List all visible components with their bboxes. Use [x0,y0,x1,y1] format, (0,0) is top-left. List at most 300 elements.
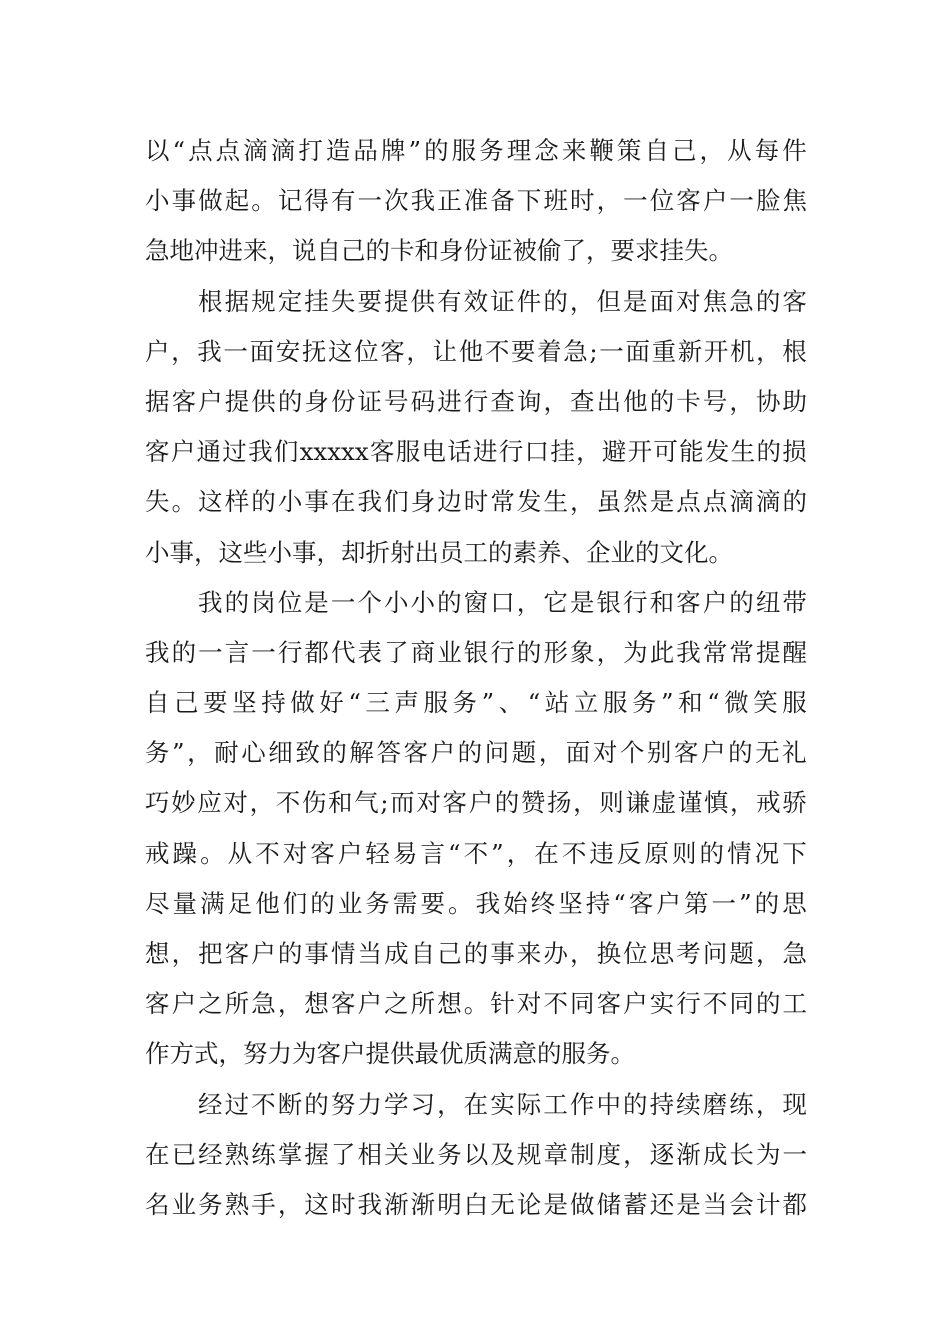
glyph: ， [623,1139,648,1169]
glyph: 不 [543,989,568,1019]
glyph: 不 [255,838,280,868]
glyph: 户 [198,386,223,416]
glyph: 失 [145,487,170,517]
glyph: 过 [224,1089,250,1119]
glyph: 客 [403,738,428,768]
glyph: 为 [755,1139,781,1169]
glyph: ” [491,838,504,868]
glyph: 量 [172,888,198,918]
glyph: 成 [702,1139,728,1169]
glyph: 着 [537,336,562,366]
glyph: 服 [451,136,477,165]
glyph: 滴 [270,136,296,165]
glyph: 一 [251,637,276,667]
glyph: 滴 [755,487,781,517]
glyph: 满 [200,888,225,918]
glyph: 手 [251,1189,276,1219]
glyph: 户 [701,738,726,768]
text-line [145,477,807,527]
glyph: 业 [410,1139,436,1169]
glyph: 出 [596,386,622,416]
glyph: 询 [516,386,542,416]
document-page [145,126,807,1230]
glyph: 计 [755,1189,781,1219]
glyph: 气 [354,788,379,818]
glyph: 位 [354,336,379,366]
glyph: 解 [349,738,374,768]
glyph: 安 [275,336,301,366]
glyph: 小 [277,487,303,517]
glyph: 一 [223,336,248,366]
glyph: 样 [224,487,250,517]
glyph: 足 [227,888,253,918]
glyph: 做 [198,186,223,216]
glyph: ， [573,788,598,818]
glyph: 形 [543,637,568,667]
text-line [145,226,807,276]
glyph: 证 [357,386,382,416]
glyph: 户 [170,437,196,467]
glyph: 无 [755,738,780,768]
glyph: 事 [304,939,329,968]
glyph: 业 [337,888,363,918]
glyph: 事 [304,487,329,517]
glyph: 的 [304,1089,329,1119]
glyph: 练 [251,1139,276,1169]
glyph: ， [755,939,781,968]
glyph: ， [277,1189,303,1219]
glyph: 滴 [729,487,754,517]
glyph: 这 [198,487,223,517]
glyph: 的 [729,587,754,617]
text-line [145,879,807,929]
glyph: 细 [268,738,293,768]
glyph: 实 [649,989,675,1019]
glyph: 他 [255,888,280,918]
glyph: 一 [599,336,624,366]
glyph: “ [448,838,461,868]
glyph: 客 [145,437,170,467]
glyph: 想 [437,989,462,1019]
glyph: 握 [304,1139,329,1169]
glyph: 小 [410,587,435,617]
glyph: ” [660,688,674,718]
glyph: 口 [490,587,515,617]
glyph: 们 [384,487,409,517]
text-line [145,929,807,979]
glyph: 对 [516,989,542,1019]
glyph: 虚 [651,788,677,818]
glyph: 电 [421,437,446,467]
glyph: 当 [357,939,382,968]
glyph: 小 [145,186,170,216]
glyph: ， [506,838,532,868]
glyph: 工 [782,989,807,1019]
glyph: 时 [330,1189,356,1219]
glyph: 通 [196,437,222,467]
glyph: 户 [702,587,728,617]
glyph: ， [171,336,196,366]
glyph: 这 [304,1189,329,1219]
glyph: 牌 [380,136,406,165]
glyph: 身 [410,487,436,517]
glyph: 协 [755,386,781,416]
glyph: 据 [224,286,250,316]
glyph: 的 [224,587,250,617]
glyph: 损 [782,437,807,467]
glyph: 扬 [547,788,572,818]
glyph: 服 [423,688,448,718]
glyph: 备 [490,186,515,216]
glyph: “ [172,136,186,165]
glyph: 以 [463,1139,489,1169]
glyph: 所 [410,989,436,1019]
glyph: 逐 [649,1139,675,1169]
glyph: 次 [384,186,409,216]
glyph: 题 [729,939,754,968]
glyph: 点 [676,487,701,517]
glyph: 际 [516,1089,542,1119]
text-line [145,678,807,728]
glyph: 供 [410,286,435,316]
glyph: 班 [543,186,568,216]
text-line [145,829,807,879]
glyph: 客 [673,738,699,768]
glyph: 和 [327,788,353,818]
glyph: 效 [463,286,489,316]
glyph: ， [437,1089,462,1119]
glyph: 岗 [251,587,276,617]
glyph: 不 [275,788,301,818]
glyph: 礼 [782,738,807,768]
glyph: 发 [704,437,730,467]
text-line [145,176,807,226]
glyph: 口 [524,437,550,467]
glyph: 码 [410,386,436,416]
glyph: 作 [569,1089,595,1119]
glyph: 行 [277,637,303,667]
glyph: 我 [145,637,170,667]
glyph: 边 [437,487,462,517]
glyph: ， [730,788,755,818]
glyph: 户 [145,336,170,366]
glyph: 要 [357,286,382,316]
glyph: 言 [420,838,445,868]
glyph: 他 [458,336,484,366]
glyph: 的 [516,637,542,667]
glyph: 尽 [145,888,170,918]
glyph: 发 [516,487,542,517]
glyph: 中 [596,1089,621,1119]
glyph: 坚 [558,888,583,918]
glyph: 规 [516,1139,542,1169]
glyph: ， [756,336,781,366]
glyph: 对 [416,788,441,818]
glyph: 务 [198,1189,223,1219]
glyph: 情 [330,939,356,968]
glyph: 的 [424,136,449,165]
glyph: 时 [463,487,489,517]
glyph: 的 [310,888,335,918]
glyph: 。 [448,888,473,918]
glyph: 自 [644,136,669,165]
glyph: 的 [543,286,568,316]
glyph: 商 [410,637,436,667]
glyph: 换 [596,939,622,968]
glyph: 个 [357,587,382,617]
glyph: 要 [420,888,445,918]
glyph: 长 [729,1139,754,1169]
glyph: 客 [380,336,405,366]
glyph: 客 [171,386,197,416]
glyph: 办 [543,939,568,968]
glyph: 是 [623,286,648,316]
glyph: 想 [145,939,170,968]
glyph: 急 [563,336,588,366]
glyph: 行 [490,637,515,667]
glyph: 我 [676,637,701,667]
glyph: 立 [573,688,599,718]
glyph: 的 [699,838,725,868]
glyph: 还 [649,1189,675,1219]
glyph: 答 [376,738,401,768]
glyph: 对 [282,838,308,868]
glyph: 客 [628,888,654,918]
glyph: 从 [227,838,253,868]
glyph: 别 [646,738,672,768]
glyph: ; [380,788,389,818]
glyph: 点 [702,487,728,517]
glyph: 行 [463,386,489,416]
glyph: ， [187,738,212,768]
glyph: 业 [437,637,462,667]
glyph: 份 [330,386,356,416]
glyph: 客 [330,989,356,1019]
glyph: 则 [672,838,697,868]
glyph: 要 [203,688,228,718]
glyph: 是 [649,487,675,517]
glyph: 查 [490,386,515,416]
glyph: 户 [430,738,456,768]
glyph: 自 [410,939,436,968]
glyph: 根 [782,336,807,366]
text-line [145,126,807,176]
glyph: 己 [672,136,697,165]
glyph: 明 [437,1189,462,1219]
glyph: 持 [585,888,611,918]
glyph: 下 [782,838,807,868]
line-text: 小事，这些小事，却折射出员工的素养、企业的文化。 [145,537,733,567]
glyph: 在 [145,1139,170,1169]
glyph: 户 [656,888,681,918]
glyph: 号 [702,386,728,416]
glyph: ， [249,788,275,818]
glyph: 妙 [171,788,196,818]
glyph: 练 [729,1089,754,1119]
glyph: ， [569,286,595,316]
glyph: 一 [330,587,356,617]
glyph: 常 [729,637,754,667]
glyph: 务 [365,888,390,918]
text-line [145,728,807,778]
glyph: 但 [596,286,621,316]
glyph: 不 [561,838,587,868]
glyph: 脸 [755,186,781,216]
glyph: 客 [782,286,807,316]
glyph: 工 [543,1089,568,1119]
glyph: 对 [592,738,618,768]
glyph: 生 [730,437,756,467]
glyph: 查 [570,386,595,416]
glyph: 是 [676,1189,701,1219]
glyph: 渐 [676,1139,701,1169]
glyph: 户 [171,989,197,1019]
glyph: 好 [319,688,344,718]
glyph: 是 [569,587,595,617]
glyph: 名 [145,1189,170,1219]
glyph: 需 [392,888,418,918]
glyph: 思 [649,939,675,968]
glyph: 有 [437,286,462,316]
glyph: 有 [330,186,356,216]
glyph: 和 [649,587,675,617]
glyph: 在 [463,1089,489,1119]
text-line [145,778,807,828]
glyph: 下 [516,186,542,216]
glyph: 是 [543,1189,568,1219]
text-line [145,578,807,628]
glyph: 根 [198,286,223,316]
glyph: 骄 [782,788,807,818]
glyph: 开 [627,437,653,467]
glyph: 客 [310,838,335,868]
glyph: 开 [703,336,729,366]
glyph: 和 [678,688,703,718]
glyph: 制 [570,1139,595,1169]
glyph: 了 [330,1139,356,1169]
glyph: 的 [623,1089,648,1119]
glyph: 谦 [625,788,650,818]
glyph: 的 [463,939,489,968]
glyph: 滴 [243,136,268,165]
glyph: 户 [623,989,648,1019]
glyph: 致 [295,738,320,768]
glyph: 易 [392,838,418,868]
glyph: 所 [224,989,250,1019]
glyph: 情 [727,838,752,868]
glyph: 客 [442,788,467,818]
glyph: 的 [171,637,197,667]
glyph: 储 [596,1189,622,1219]
glyph: 每 [754,136,780,165]
glyph: 急 [782,939,807,968]
glyph: 以 [145,136,170,165]
glyph: 记 [277,186,303,216]
glyph: 银 [463,637,489,667]
glyph: 之 [384,989,409,1019]
glyph: 面 [249,336,275,366]
glyph: 度 [596,1139,622,1169]
glyph: 不 [463,838,489,868]
glyph: 我 [357,1189,382,1219]
glyph: 针 [490,989,515,1019]
glyph: 表 [357,637,382,667]
glyph: 的 [755,286,781,316]
glyph: 蓄 [623,1189,648,1219]
glyph: 号 [384,386,409,416]
glyph: 让 [432,336,458,366]
glyph: 一 [198,637,223,667]
glyph: 不 [484,336,510,366]
text-line [145,327,807,377]
glyph: 己 [437,939,462,968]
glyph: 站 [544,688,570,718]
text-line [145,1029,807,1079]
glyph: 断 [277,1089,303,1119]
glyph: 规 [251,286,276,316]
glyph: 们 [282,888,308,918]
glyph: 做 [290,688,315,718]
glyph: 证 [490,286,515,316]
glyph: 的 [437,587,462,617]
glyph: 不 [251,1089,276,1119]
glyph: 自 [145,688,170,718]
glyph: 渐 [410,1189,436,1219]
glyph: 位 [623,939,648,968]
glyph: 提 [224,386,250,416]
glyph: 同 [729,989,754,1019]
glyph: 务 [145,738,170,768]
glyph: 事 [490,939,515,968]
glyph: “ [348,688,361,718]
glyph: 言 [224,637,250,667]
glyph: 客 [676,186,701,216]
glyph: 而 [390,788,415,818]
glyph: ” [408,136,422,165]
glyph: 已 [171,1139,197,1169]
glyph: 之 [198,989,223,1019]
glyph: 正 [437,186,462,216]
glyph: 经 [198,1139,223,1169]
glyph: 然 [623,487,648,517]
glyph: ， [406,336,431,366]
glyph: 户 [702,186,728,216]
glyph: 重 [651,336,677,366]
glyph: 同 [570,989,595,1019]
glyph: 为 [623,637,648,667]
line-text: 急地冲进来，说自己的卡和身份证被偷了，要求挂失。 [145,236,733,266]
glyph: 成 [384,939,409,968]
glyph: 做 [570,1189,595,1219]
glyph: 的 [728,738,753,768]
glyph: 把 [198,939,223,968]
glyph: 应 [197,788,222,818]
glyph: 掌 [277,1139,303,1169]
glyph: 据 [145,386,170,416]
glyph: ， [729,386,754,416]
glyph: 焦 [782,186,807,216]
glyph: 面 [649,286,675,316]
glyph: 急 [729,286,754,316]
glyph: 的 [755,989,781,1019]
glyph: 相 [357,1139,382,1169]
text-line [145,427,807,477]
glyph: 鞭 [589,136,614,165]
glyph: ” [172,738,185,768]
glyph: 的 [649,386,675,416]
glyph: 务 [631,688,657,718]
glyph: 准 [463,186,489,216]
